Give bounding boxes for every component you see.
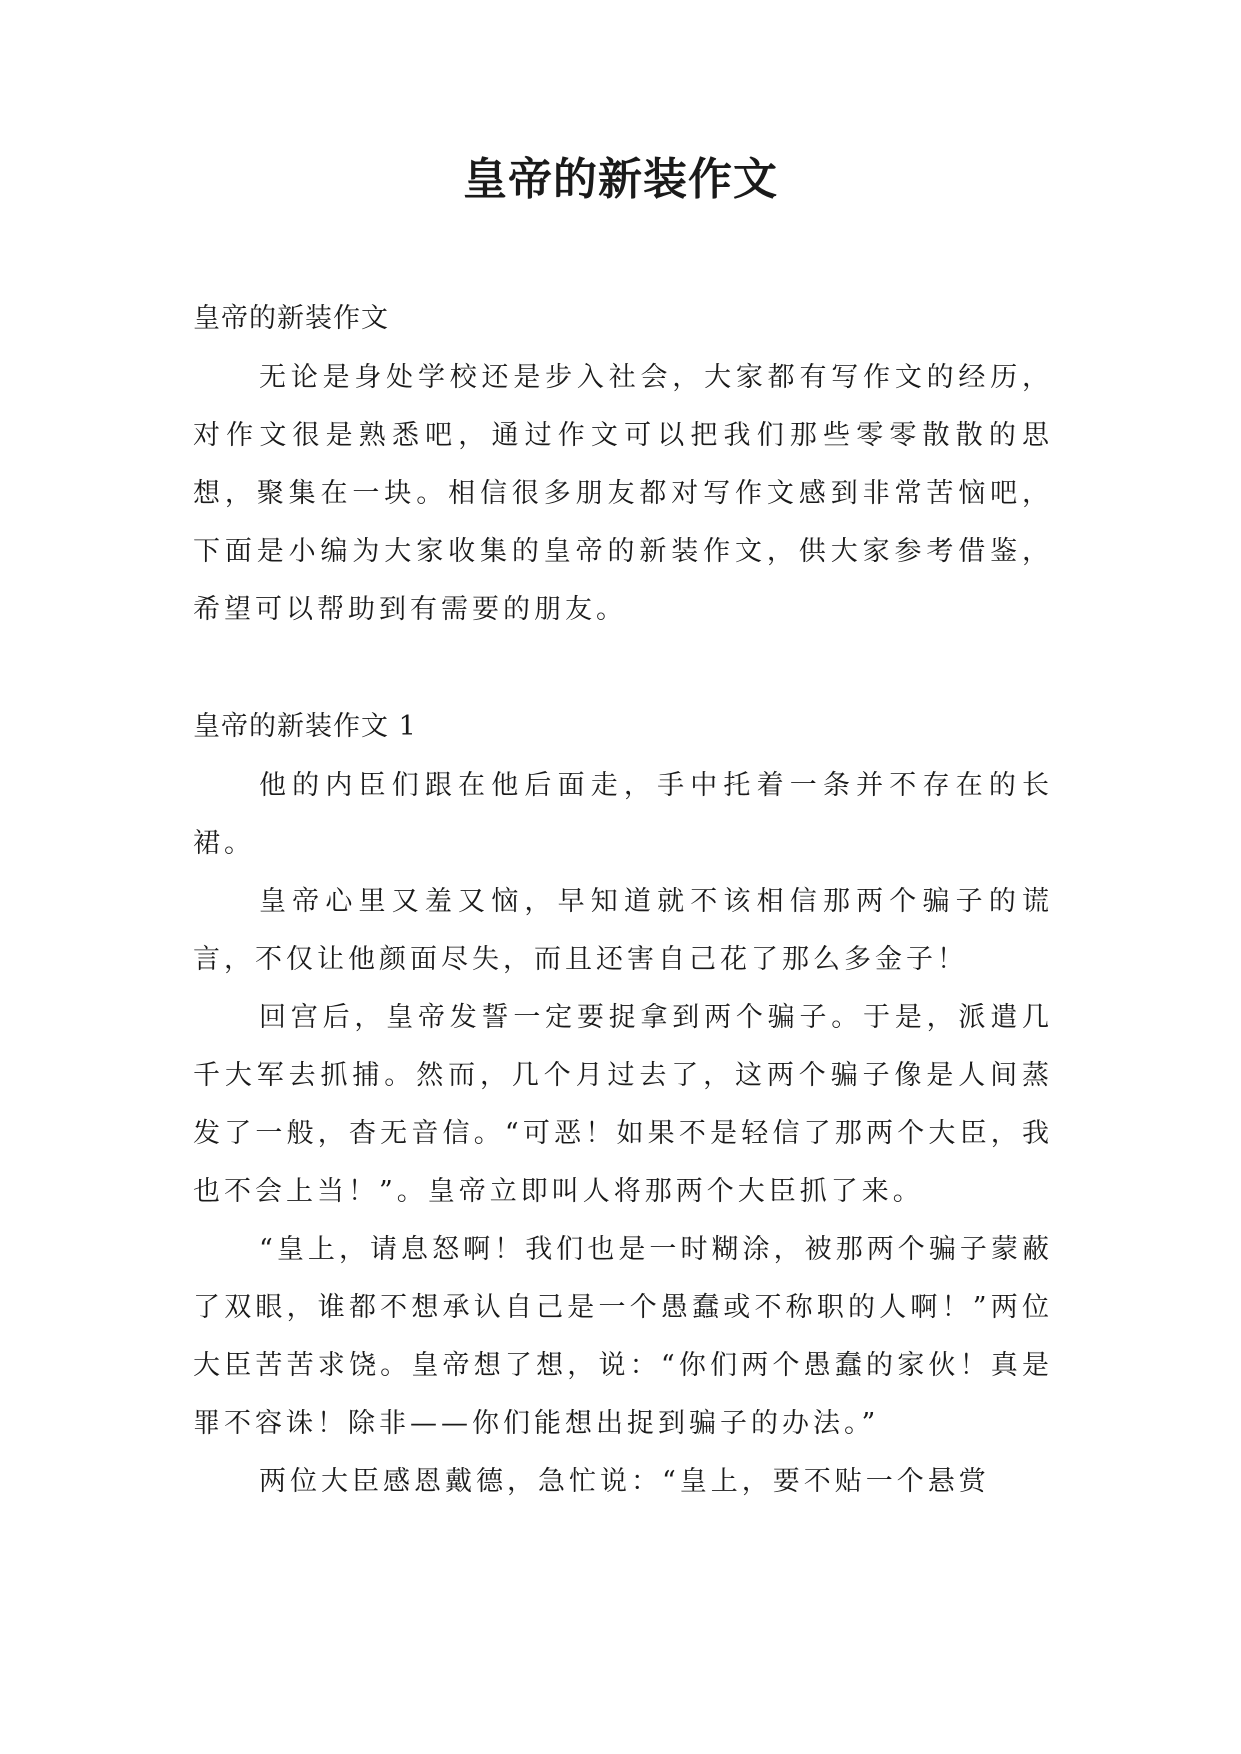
document-title: 皇帝的新装作文 [463,154,778,205]
section-spacer [193,639,1053,697]
section-1-heading: 皇帝的新装作文 1 [193,711,417,742]
intro-heading: 皇帝的新装作文 [193,303,389,334]
document-body [193,289,1053,1511]
section-1-paragraph-2: 皇帝心里又羞又恼，早知道就不该相信那两个骗子的谎言，不仅让他颜面尽失，而且还害自己花了那么多金子！ [193,886,1053,975]
section-1-paragraph-5: 两位大臣感恩戴德，急忙说：“皇上，要不贴一个悬赏 [259,1466,990,1497]
section-1-paragraph-3: 回宫后，皇帝发誓一定要捉拿到两个骗子。于是，派遣几千大军去抓捕。然而，几个月过去了，这两个骗子像是人间蒸发了一般，杳无音信。“可恶！如果不是轻信了那两个大臣，我也不会上当！”。皇帝立即叫人将那两个大臣抓了来。 [193,1002,1053,1207]
section-1-paragraph-4: “皇上，请息怒啊！我们也是一时糊涂，被那两个骗子蒙蔽了双眼，谁都不想承认自己是一个愚蠢或不称职的人啊！”两位大臣苦苦求饶。皇帝想了想，说：“你们两个愚蠢的家伙！真是罪不容诛！除非——你们能想出捉到骗子的办法。” [193,1234,1053,1439]
section-1-paragraph-1: 他的内臣们跟在他后面走，手中托着一条并不存在的长裙。 [193,770,1053,859]
intro-paragraph: 无论是身处学校还是步入社会，大家都有写作文的经历，对作文很是熟悉吧，通过作文可以把我们那些零零散散的思想，聚集在一块。相信很多朋友都对写作文感到非常苦恼吧，下面是小编为大家收集的皇帝的新装作文，供大家参考借鉴，希望可以帮助到有需要的朋友。 [193,362,1053,625]
